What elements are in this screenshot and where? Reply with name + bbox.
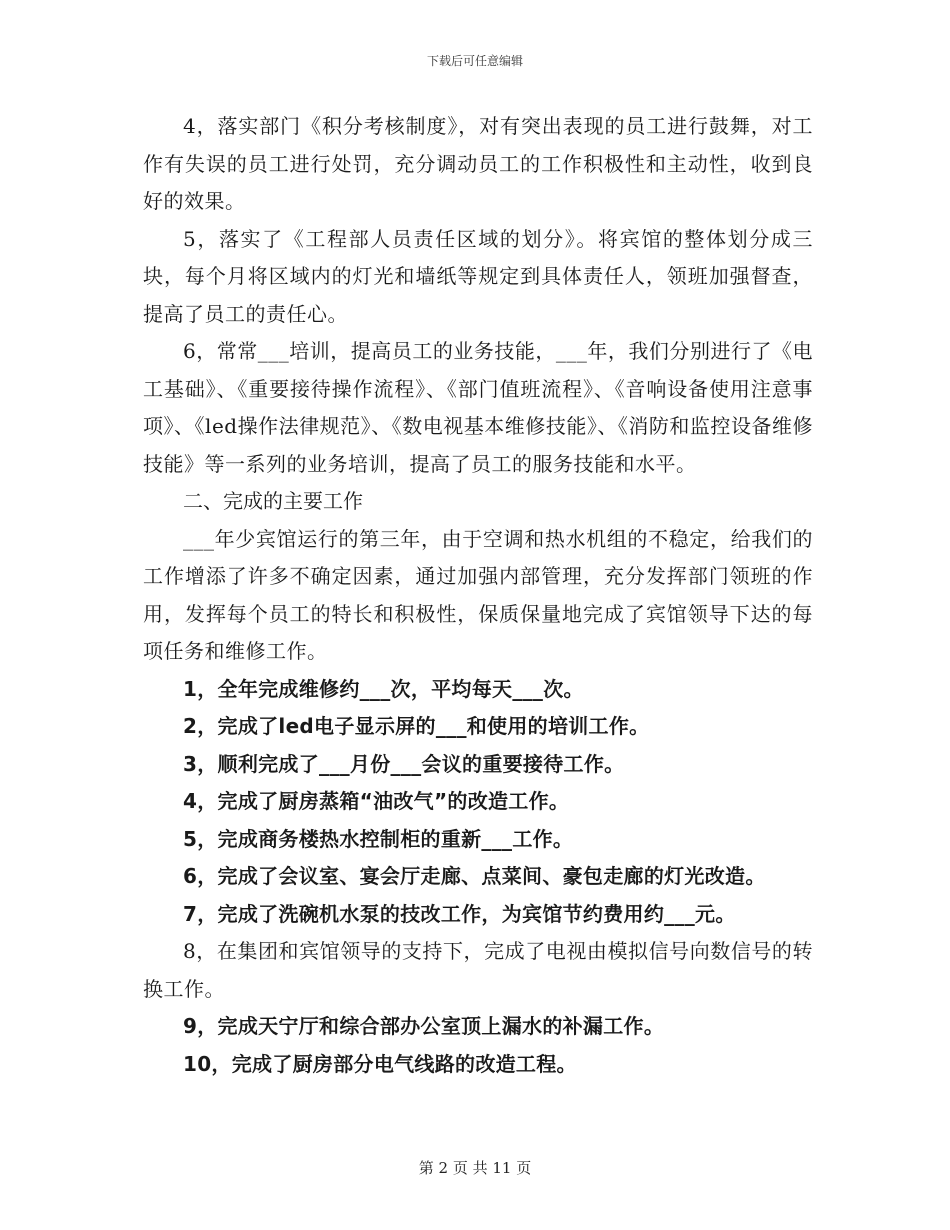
work-item-6: 6，完成了会议室、宴会厅走廊、点菜间、豪包走廊的灯光改造。: [183, 864, 766, 888]
work-item-3: 3，顺利完成了___月份___会议的重要接待工作。: [183, 751, 625, 776]
work-item-9: 9，完成天宁厅和综合部办公室顶上漏水的补漏工作。: [183, 1014, 665, 1038]
work-item-7: 7，完成了洗碗机水泵的技改工作，为宾馆节约费用约___元。: [183, 901, 736, 926]
paragraph-item-6: 6，常常___培训，提高员工的业务技能，___年，我们分别进行了《电工基础》、《重要接待操作流程》、《部门值班流程》、《音响设备使用注意事项》、《led操作法律规范》、《数电视基本维修技能》、《消防和监控设备维修技能》等一系列的业务培训，提高了员工的服务技能和水平。: [143, 339, 813, 476]
work-item-8: 8，在集团和宾馆领导的支持下，完成了电视由模拟信号向数信号的转换工作。: [143, 939, 813, 1001]
work-item-1: 1，全年完成维修约___次，平均每天___次。: [183, 676, 584, 701]
section-heading: 二、完成的主要工作: [183, 489, 363, 513]
page-footer: 第 2 页 共 11 页: [418, 1159, 532, 1177]
work-item-2: 2，完成了led电子显示屏的___和使用的培训工作。: [183, 714, 650, 738]
paragraph-item-5: 5，落实了《工程部人员责任区域的划分》。将宾馆的整体划分成三块，每个月将区域内的灯光和墙纸等规定到具体责任人，领班加强督查，提高了员工的责任心。: [143, 226, 813, 326]
section-intro-paragraph: ___年少宾馆运行的第三年，由于空调和热水机组的不稳定，给我们的工作增添了许多不确定因素，通过加强内部管理，充分发挥部门领班的作用，发挥每个员工的特长和积极性，保质保量地完成了宾馆领导下达的每项任务和维修工作。: [143, 526, 813, 663]
work-item-10: 10，完成了厨房部分电气线路的改造工程。: [183, 1051, 577, 1076]
paragraph-item-4: 4，落实部门《积分考核制度》，对有突出表现的员工进行鼓舞，对工作有失误的员工进行处罚，充分调动员工的工作积极性和主动性，收到良好的效果。: [143, 114, 813, 213]
document-body: [143, 108, 813, 1083]
page-header: 下载后可任意编辑: [426, 54, 523, 68]
work-item-4: 4，完成了厨房蒸箱“油改气”的改造工作。: [183, 789, 570, 813]
work-item-5: 5，完成商务楼热水控制柜的重新___工作。: [183, 826, 574, 851]
